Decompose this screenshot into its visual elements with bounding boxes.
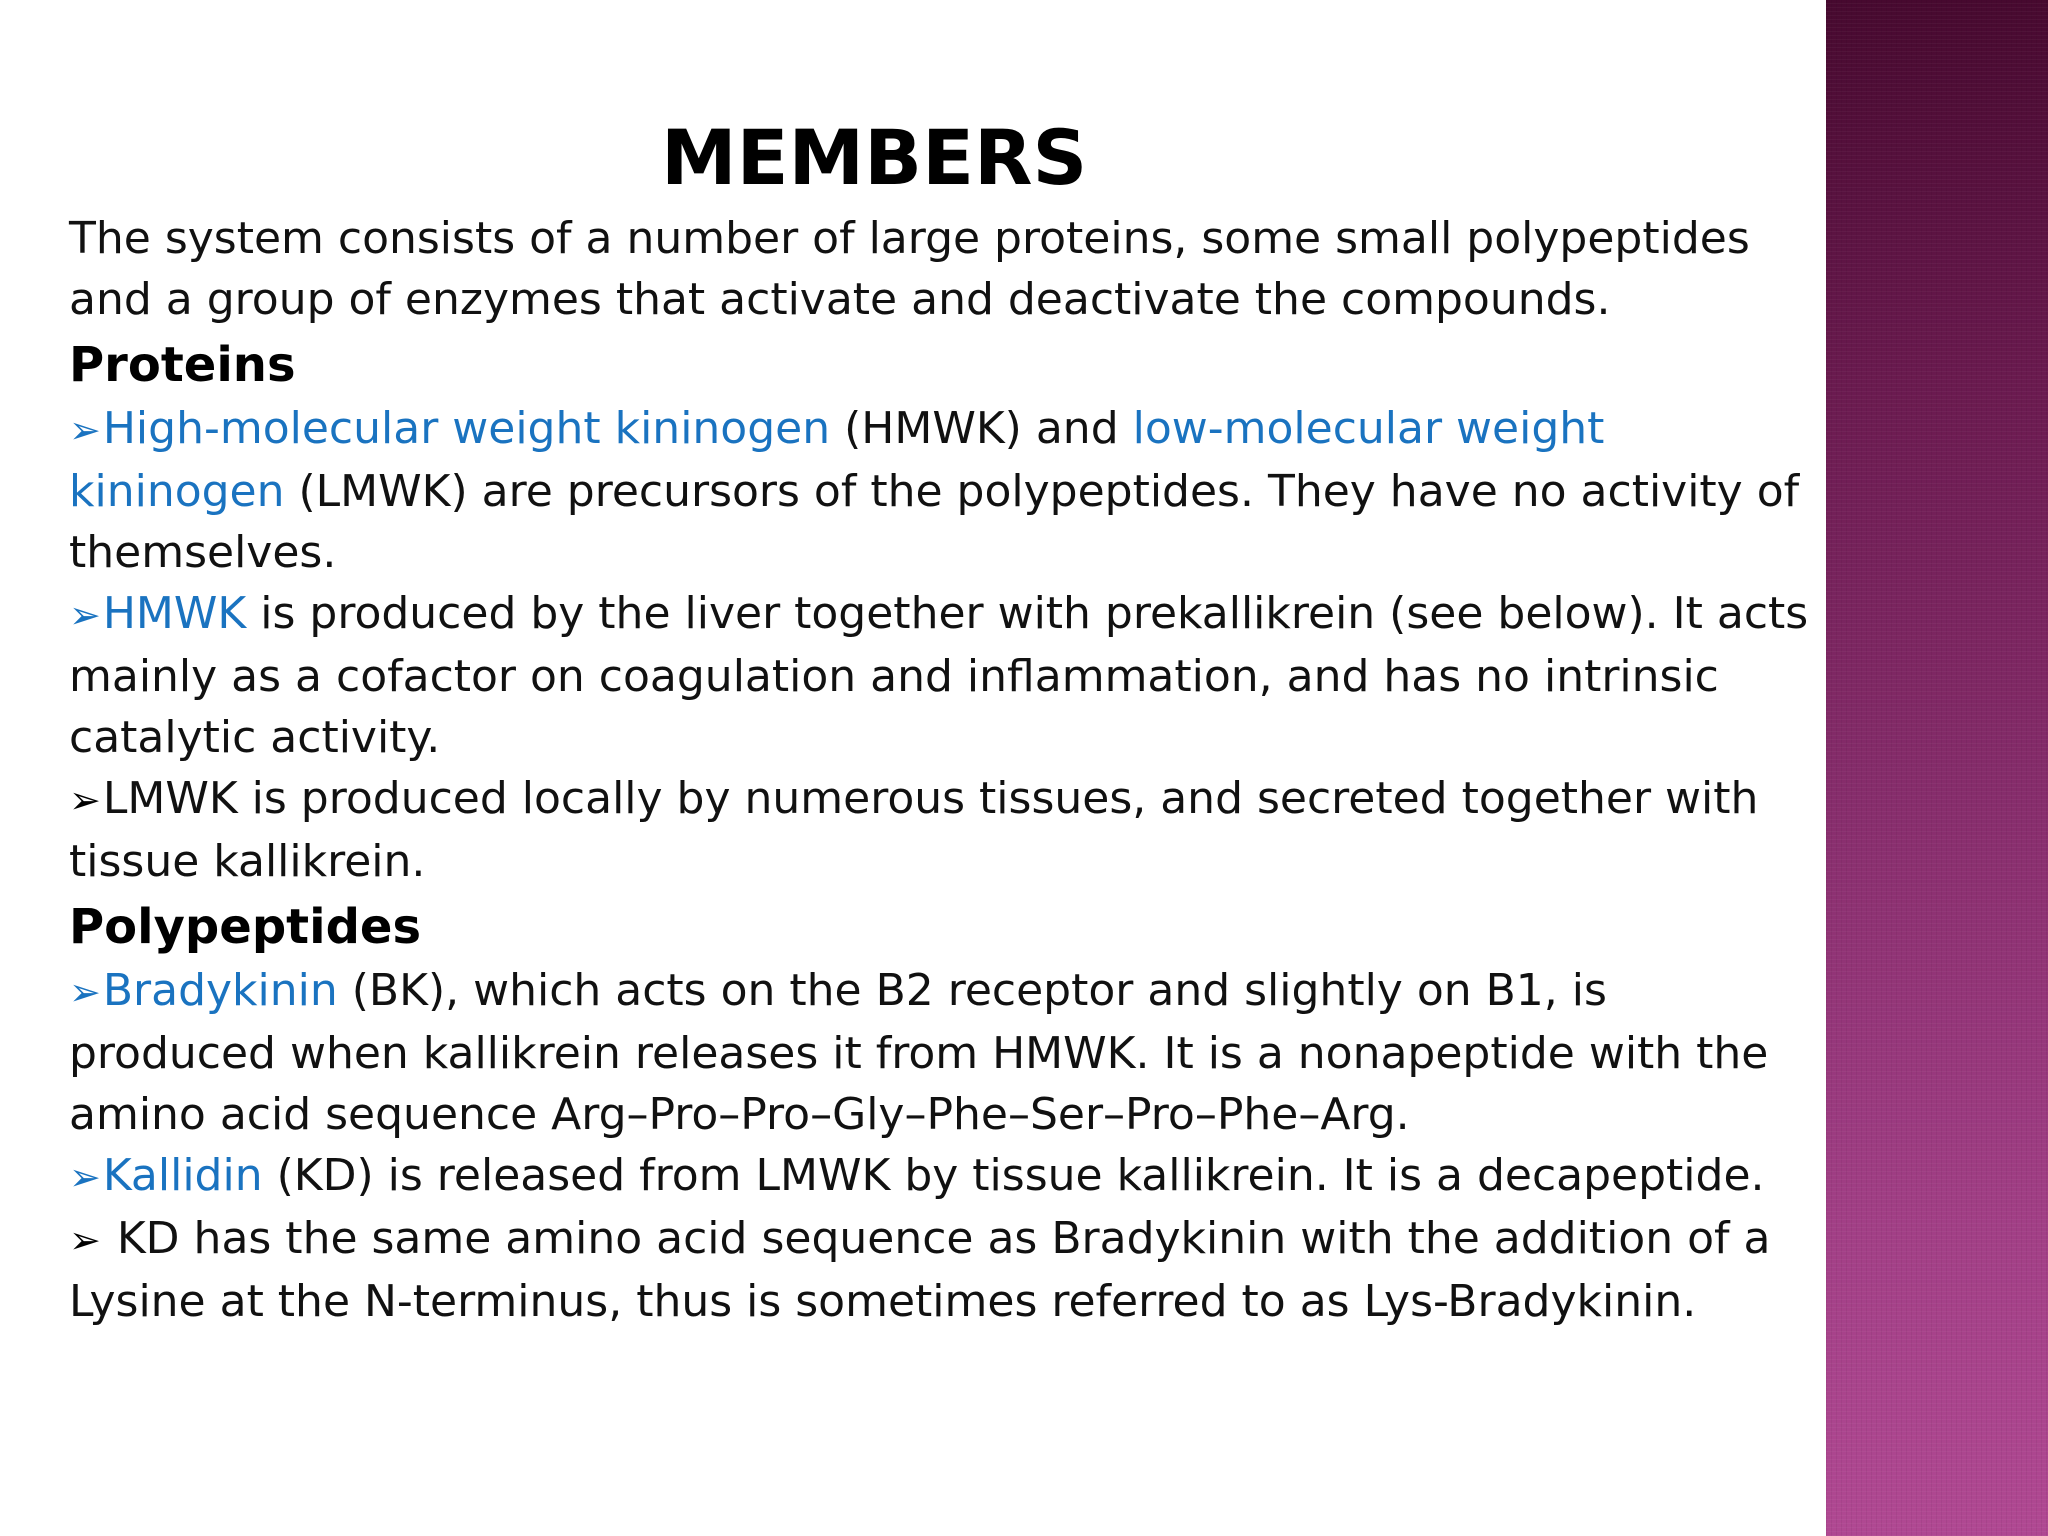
link-high-molecular-weight-kininogen[interactable]: High-molecular weight kininogen xyxy=(102,403,831,454)
bullet-arrow-icon: ➢ xyxy=(69,778,101,822)
bullet-arrow-icon: ➢ xyxy=(69,408,101,452)
intro-paragraph: The system consists of a number of large proteins, some small polypeptides and a group of enzymes that activate and deactivate the compounds. xyxy=(69,213,1750,325)
link-hmwk[interactable]: HMWK xyxy=(102,588,247,639)
bullet-text: (BK), which acts on the B2 receptor and slightly on B1, is produced when kallikrein releases it from HMWK. It is a nonapeptide with the amino acid sequence Arg–Pro–Pro–Gly–Phe–Ser–Pro–Phe–Arg. xyxy=(69,965,1769,1140)
page-title: MEMBERS xyxy=(661,113,1088,202)
bullet-text: KD has the same amino acid sequence as Bradykinin with the addition of a Lysine at the N-terminus, thus is sometimes referred to as Lys-Bradykinin. xyxy=(69,1213,1771,1327)
section-heading-polypeptides: Polypeptides xyxy=(69,899,422,955)
decorative-side-band xyxy=(1826,0,2048,1536)
link-bradykinin[interactable]: Bradykinin xyxy=(102,965,338,1016)
bullet-paragraph-hmwk xyxy=(69,583,1819,768)
bullet-text: (HMWK) and xyxy=(830,403,1133,454)
bullet-text: LMWK is produced locally by numerous tissues, and secreted together with tissue kallikrein. xyxy=(69,773,1759,887)
link-low-molecular-weight-kininogen[interactable]: low-molecular weight kininogen xyxy=(69,403,1605,517)
bullet-paragraph-kallidin xyxy=(69,1145,1819,1208)
slide-content xyxy=(69,108,1819,1332)
bullet-text: (LMWK) are precursors of the polypeptides. They have no activity of themselves. xyxy=(69,466,1800,578)
bullet-arrow-icon: ➢ xyxy=(69,1155,101,1199)
bullet-text: is produced by the liver together with prekallikrein (see below). It acts mainly as a cofactor on coagulation and inflammation, and has no intrinsic catalytic activity. xyxy=(69,588,1809,763)
bullet-paragraph-lmwk xyxy=(69,768,1819,892)
link-kallidin[interactable]: Kallidin xyxy=(102,1150,263,1201)
bullet-paragraph-kd-sequence xyxy=(69,1208,1819,1332)
bullet-arrow-icon: ➢ xyxy=(69,970,101,1014)
bullet-paragraph-bradykinin xyxy=(69,960,1819,1145)
bullet-arrow-icon: ➢ xyxy=(69,593,101,637)
section-heading-proteins: Proteins xyxy=(69,337,296,393)
bullet-text: (KD) is released from LMWK by tissue kallikrein. It is a decapeptide. xyxy=(262,1150,1765,1201)
bullet-paragraph-kininogens xyxy=(69,398,1819,583)
bullet-arrow-icon: ➢ xyxy=(69,1218,101,1262)
